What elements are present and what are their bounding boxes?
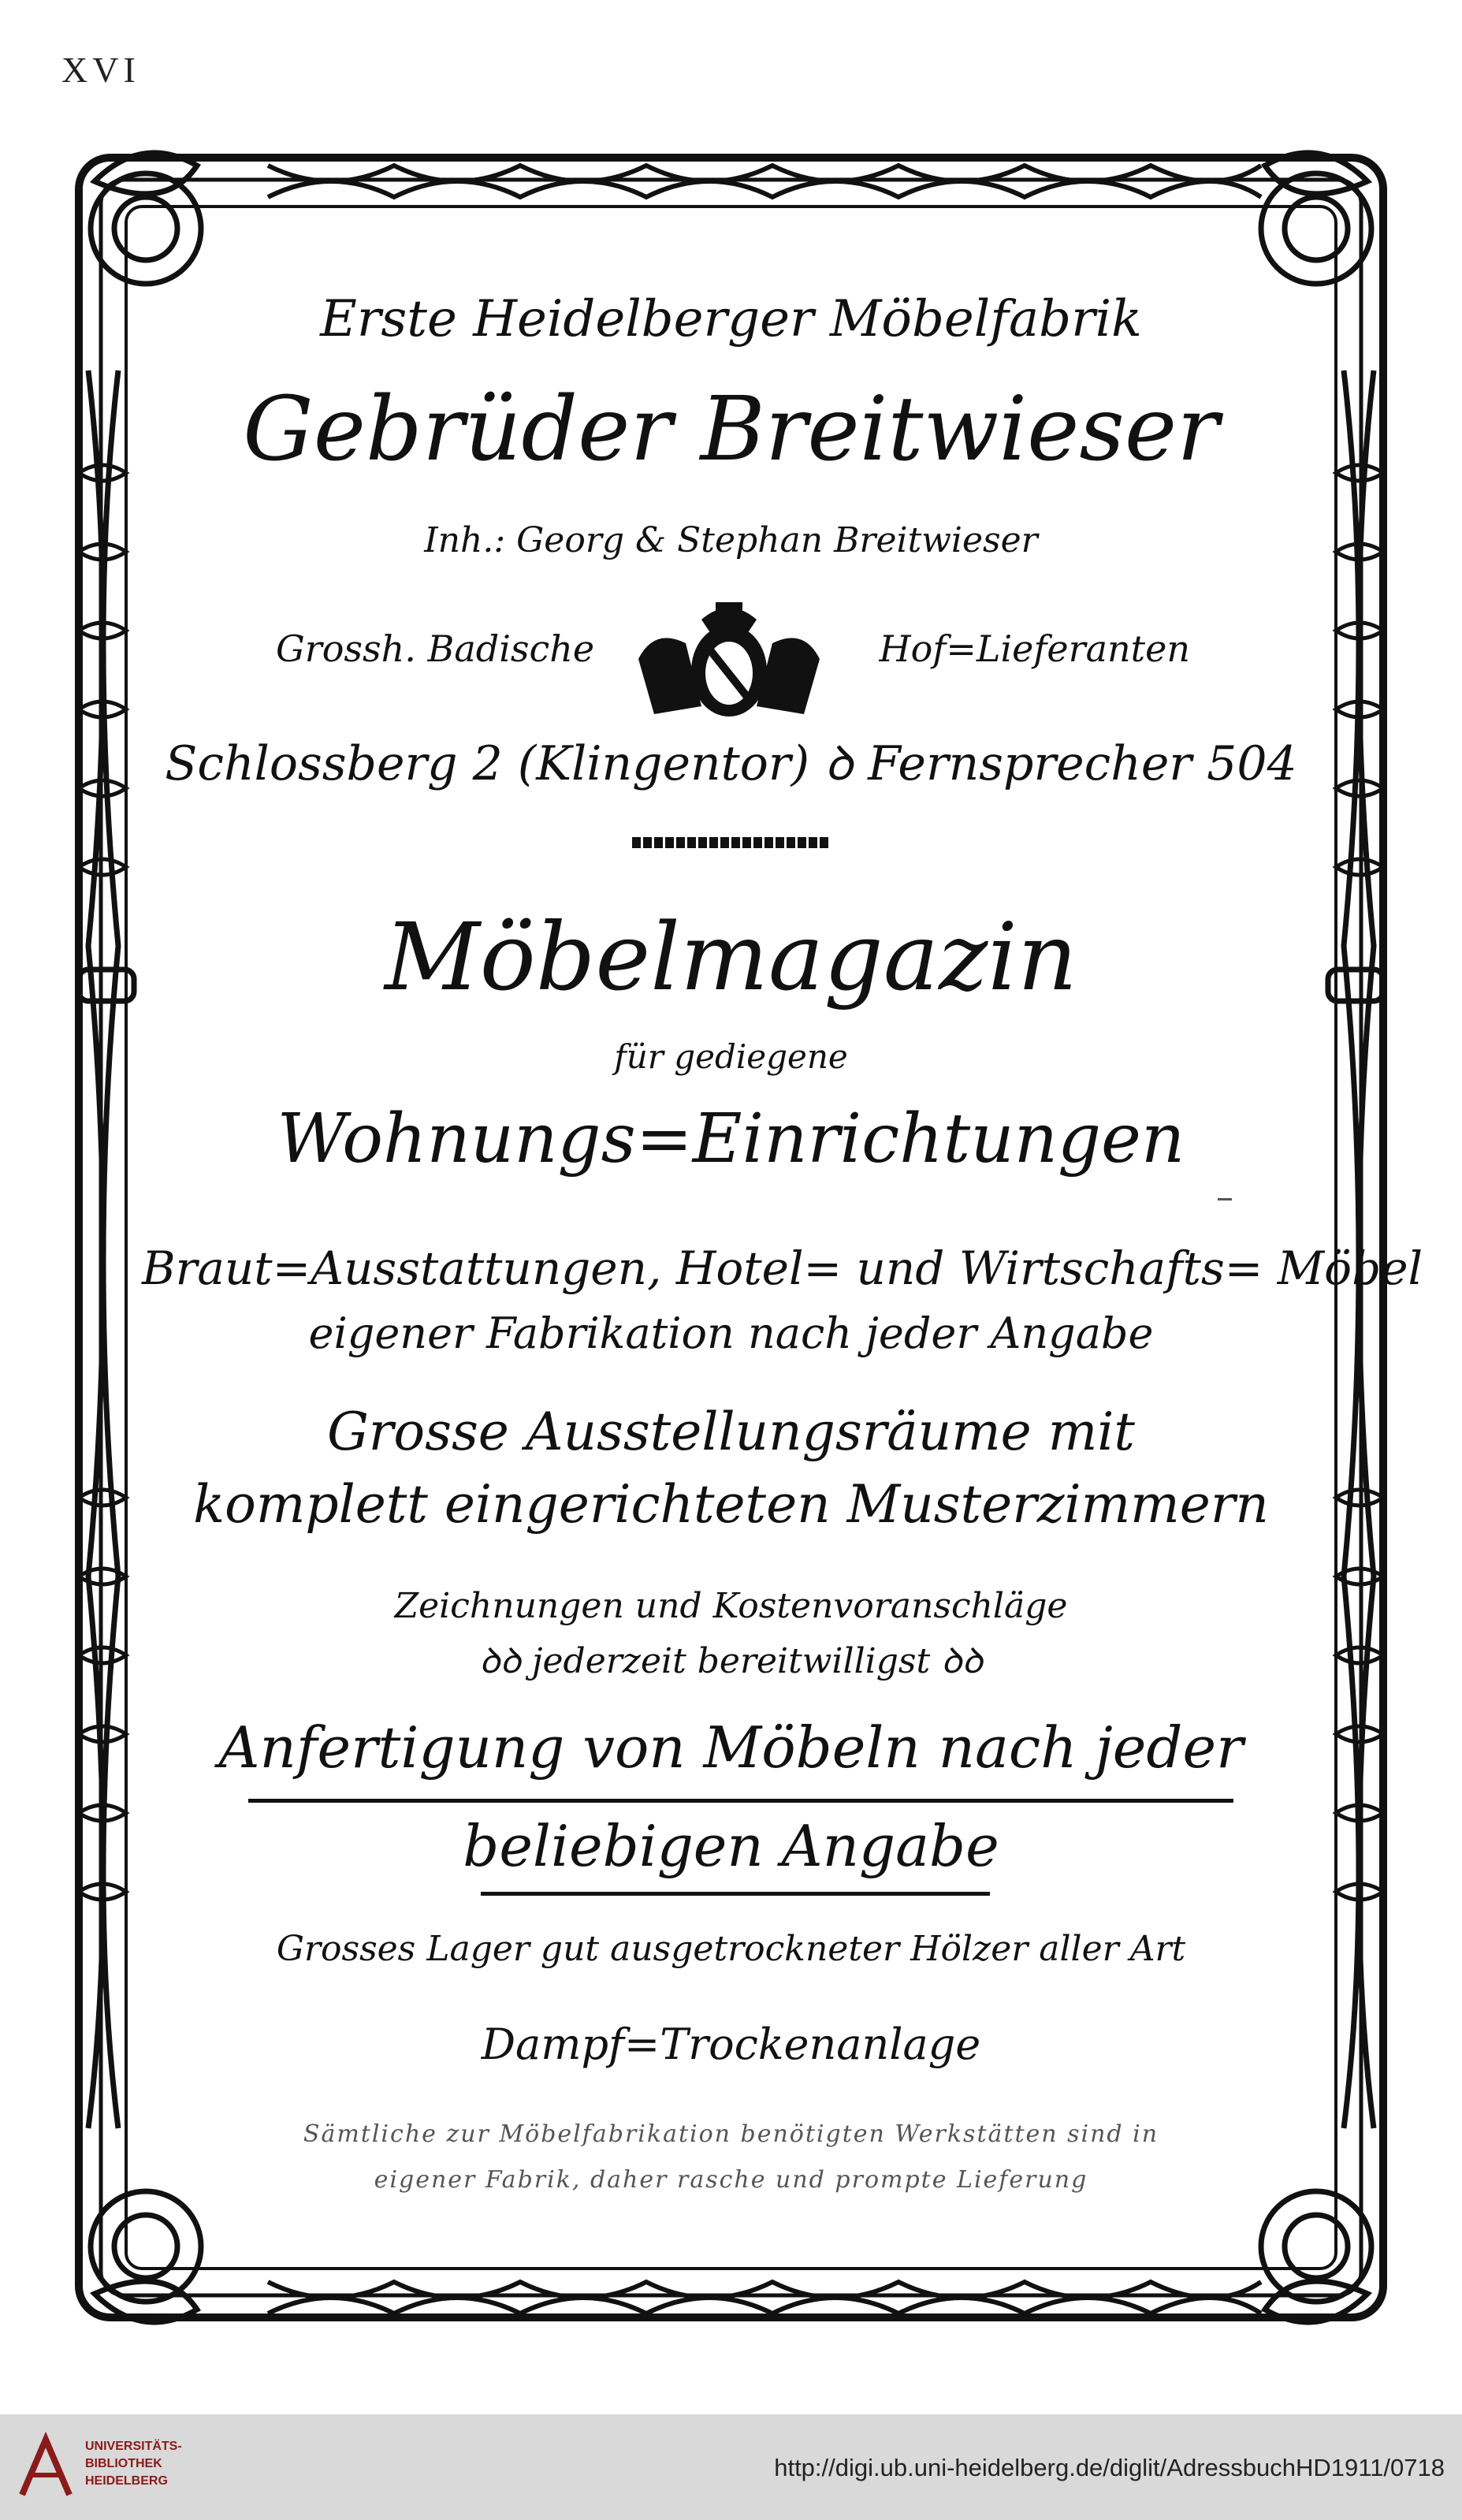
drawings-line-1: Zeichnungen und Kostenvoranschläge (394, 1586, 1068, 1626)
workshops-line-1: Sämtliche zur Möbelfabrikation benötigten Werkstätten sind in (303, 2120, 1159, 2148)
main-title: Möbelmagazin (384, 903, 1077, 1011)
company-tagline: Erste Heidelberger Möbelfabrik (320, 290, 1142, 348)
coat-of-arms-icon (623, 596, 835, 722)
workshops-line-2: eigener Fabrik, daher rasche und prompte Lieferung (374, 2166, 1088, 2194)
logo-line-2: BIBLIOTHEK (85, 2457, 162, 2470)
lumber-line: Grosses Lager gut ausgetrockneter Hölzer aller Art (276, 1929, 1186, 1969)
eigener-line: eigener Fabrikation nach jeder Angabe (308, 1308, 1154, 1358)
owners-line: Inh.: Georg & Stephan Breitwieser (424, 520, 1038, 560)
steam-drying-line: Dampf=Trockenanlage (481, 2019, 981, 2069)
showroom-line-2: komplett eingerichteten Musterzimmern (193, 1474, 1269, 1535)
purveyor-left-text: Grossh. Badische (276, 627, 595, 670)
logo-line-1: UNIVERSITÄTS- (85, 2440, 182, 2453)
manufacturing-line-2: beliebigen Angabe (463, 1813, 999, 1879)
logo-line-3: HEIDELBERG (85, 2474, 168, 2488)
dotted-divider (632, 837, 829, 848)
purveyor-right-text: Hof=Lieferanten (879, 627, 1190, 670)
library-footer (0, 2414, 1462, 2520)
source-url-link[interactable]: http://digi.ub.uni-heidelberg.de/diglit/AdressbuchHD1911/0718 (774, 2454, 1445, 2481)
library-logo-text (85, 2438, 266, 2490)
manufacturing-line-1: Anfertigung von Möbeln nach jeder (218, 1714, 1244, 1781)
showroom-line-1: Grosse Ausstellungsräume mit (327, 1401, 1135, 1462)
underline-2 (481, 1892, 990, 1896)
underline-1 (248, 1799, 1233, 1803)
subtitle-small: für gediegene (614, 1037, 848, 1076)
purveyor-row (142, 596, 1320, 730)
subtitle-large: Wohnungs=Einrichtungen (277, 1100, 1185, 1178)
library-logo-icon (14, 2432, 77, 2503)
stray-dash (1218, 1198, 1232, 1200)
page-number: XVI (61, 50, 140, 90)
company-name: Gebrüder Breitwieser (243, 378, 1219, 481)
drawings-line-2: ꝺꝺ jederzeit bereitwilligst ꝺꝺ (479, 1641, 983, 1681)
braut-line: Braut=Ausstattungen, Hotel= und Wirtschafts= Möbel (142, 1241, 1423, 1295)
address-line: Schlossberg 2 (Klingentor) ꝺ Fernsprecher 504 (165, 736, 1297, 791)
